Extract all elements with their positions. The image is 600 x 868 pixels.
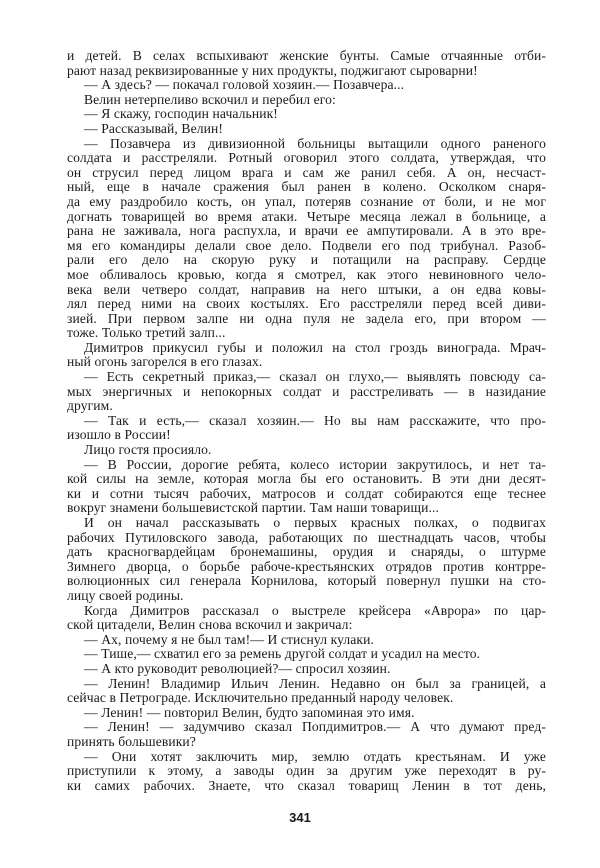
text-line: да ему раздробило кость, он упал, потеряв сознание от боли, и не мог — [67, 194, 546, 209]
text-line: Велин нетерпеливо вскочил и перебил его: — [84, 92, 336, 107]
text-line: приступили к этому, а заводы один за другим уже переходят в ру- — [67, 764, 546, 779]
paragraph — [67, 414, 546, 443]
text-line: — Они хотят заключить мир, землю отдать крестьянам. И уже — [84, 749, 546, 764]
paragraph — [67, 458, 546, 516]
text-line: — Ленин! Владимир Ильич Ленин. Недавно он был за границей, а — [84, 676, 546, 691]
text-line: Когда Димитров рассказал о выстреле крейсера «Аврора» по цар- — [84, 603, 546, 618]
paragraph — [67, 706, 546, 721]
paragraph — [67, 633, 546, 648]
text-line: ный огонь загорелся в его глазах. — [67, 355, 263, 370]
text-line: дать красногвардейцам бронемашины, орудия и снаряды, о штурме — [67, 545, 546, 560]
paragraph — [67, 370, 546, 414]
text-line: солдата и расстреляли. Ротный оговорил этого солдата, утверждая, что — [67, 151, 546, 166]
paragraph — [67, 516, 546, 604]
text-line: века вели четверо солдат, направив на него штыки, а он едва ковы- — [67, 282, 546, 297]
page-number: 341 — [289, 810, 311, 825]
text-line: — В России, дорогие ребята, колесо истории закрутилось, и нет та- — [84, 457, 546, 472]
text-line: он струсил перед лицом врага и сам же ранил себя. А он, несчаст- — [67, 165, 546, 180]
paragraph — [67, 137, 546, 341]
text-line: рабочих Путиловского завода, работающих по шестнадцать часов, чтобы — [67, 530, 546, 545]
text-line: рали его дело на скорую руку и потащили на расправу. Сердце — [67, 253, 546, 268]
text-line: — Тише,— схватил его за ремень другой солдат и усадил на место. — [84, 647, 481, 662]
text-line: ки и сотни тысяч рабочих, матросов и солдат собираются еще теснее — [67, 486, 546, 501]
text-line: — Позавчера из дивизионной больницы вытащили одного раненого — [84, 136, 546, 151]
text-line: — Рассказывай, Велин! — [84, 121, 223, 136]
paragraph — [67, 662, 546, 677]
page-body-text — [67, 49, 546, 793]
paragraph — [67, 49, 546, 78]
paragraph — [67, 78, 546, 93]
paragraph — [67, 750, 546, 794]
text-line: лял перед ними на своих костылях. Его расстреляли перед всей диви- — [67, 297, 546, 312]
text-line: Димитров прикусил губы и положил на стол гроздь винограда. Мрач- — [84, 340, 546, 355]
text-line: — Есть секретный приказ,— сказал он глухо,— выявлять повсюду са- — [84, 370, 546, 385]
text-line: мое обливалось кровью, когда я смотрел, как этого невиновного чело- — [67, 267, 546, 282]
text-line: зией. При первом залпе ни одна пуля не задела его, при втором — — [67, 311, 546, 326]
text-line: — Ленин! — повторил Велин, будто запоминая это имя. — [84, 705, 415, 720]
text-line: ный, еще в начале сражения был ранен в колено. Осколком снаря- — [67, 180, 546, 195]
paragraph — [67, 93, 546, 108]
text-line: сейчас в Петрограде. Исключительно преданный народу человек. — [67, 691, 454, 706]
paragraph — [67, 122, 546, 137]
text-line: кой силы на земле, которая могла бы его остановить. В эти дни десят- — [67, 472, 546, 487]
text-line: — А здесь? — покачал головой хозяин.— Позавчера... — [84, 78, 405, 93]
paragraph — [67, 604, 546, 633]
text-line: — Так и есть,— сказал хозяин.— Но вы нам расскажите, что про- — [84, 413, 546, 428]
text-line: мя его командиры делали свое дело. Подвели его под трибунал. Разоб- — [67, 238, 546, 253]
paragraph — [67, 107, 546, 122]
text-line: вокруг знамени большевистской партии. Там наши товарищи... — [67, 501, 439, 516]
text-line: изошло в России! — [67, 428, 171, 443]
text-line: и детей. В селах вспыхивают женские бунты. Самые отчаянные отби- — [67, 49, 546, 63]
paragraph — [67, 677, 546, 706]
text-line: ки самих рабочих. Знаете, что сказал товарищ Ленин в тот день, — [67, 778, 546, 793]
text-line: тоже. Только третий залп... — [67, 326, 226, 341]
text-line: волюционных сил генерала Корнилова, который повернул пушки на сто- — [67, 574, 546, 589]
text-line: — Ленин! — задумчиво сказал Попдимитров.— А что думают пред- — [84, 720, 546, 735]
text-line: И он начал рассказывать о первых красных полках, о подвигах — [84, 516, 546, 530]
text-line: другим. — [67, 399, 113, 414]
text-line: Зимнего дворца, о борьбе рабоче-крестьянских отрядов против контрре- — [67, 559, 546, 574]
paragraph — [67, 443, 546, 458]
paragraph — [67, 720, 546, 749]
text-line: Лицо гостя просияло. — [84, 443, 212, 458]
text-line: догнать товарищей во время атаки. Четыре месяца лежал в больнице, а — [67, 209, 546, 224]
paragraph — [67, 647, 546, 662]
text-line: рана не заживала, нога распухла, и врачи ее ампутировали. А в это вре- — [67, 224, 546, 239]
text-line: мых энергичных и непокорных солдат и расстреливать — в назидание — [67, 384, 546, 399]
text-line: — Я скажу, господин начальник! — [84, 107, 278, 122]
text-line: — Ах, почему я не был там!— И стиснул кулаки. — [84, 632, 375, 647]
text-line: лицу своей родины. — [67, 588, 184, 603]
text-line: рают назад реквизированные у них продукты, поджигают сыроварни! — [67, 63, 478, 78]
text-line: ской цитадели, Велин снова вскочил и закричал: — [67, 618, 353, 633]
paragraph — [67, 341, 546, 370]
text-line: — А кто руководит революцией?— спросил хозяин. — [84, 661, 391, 676]
text-line: принять большевики? — [67, 734, 196, 749]
